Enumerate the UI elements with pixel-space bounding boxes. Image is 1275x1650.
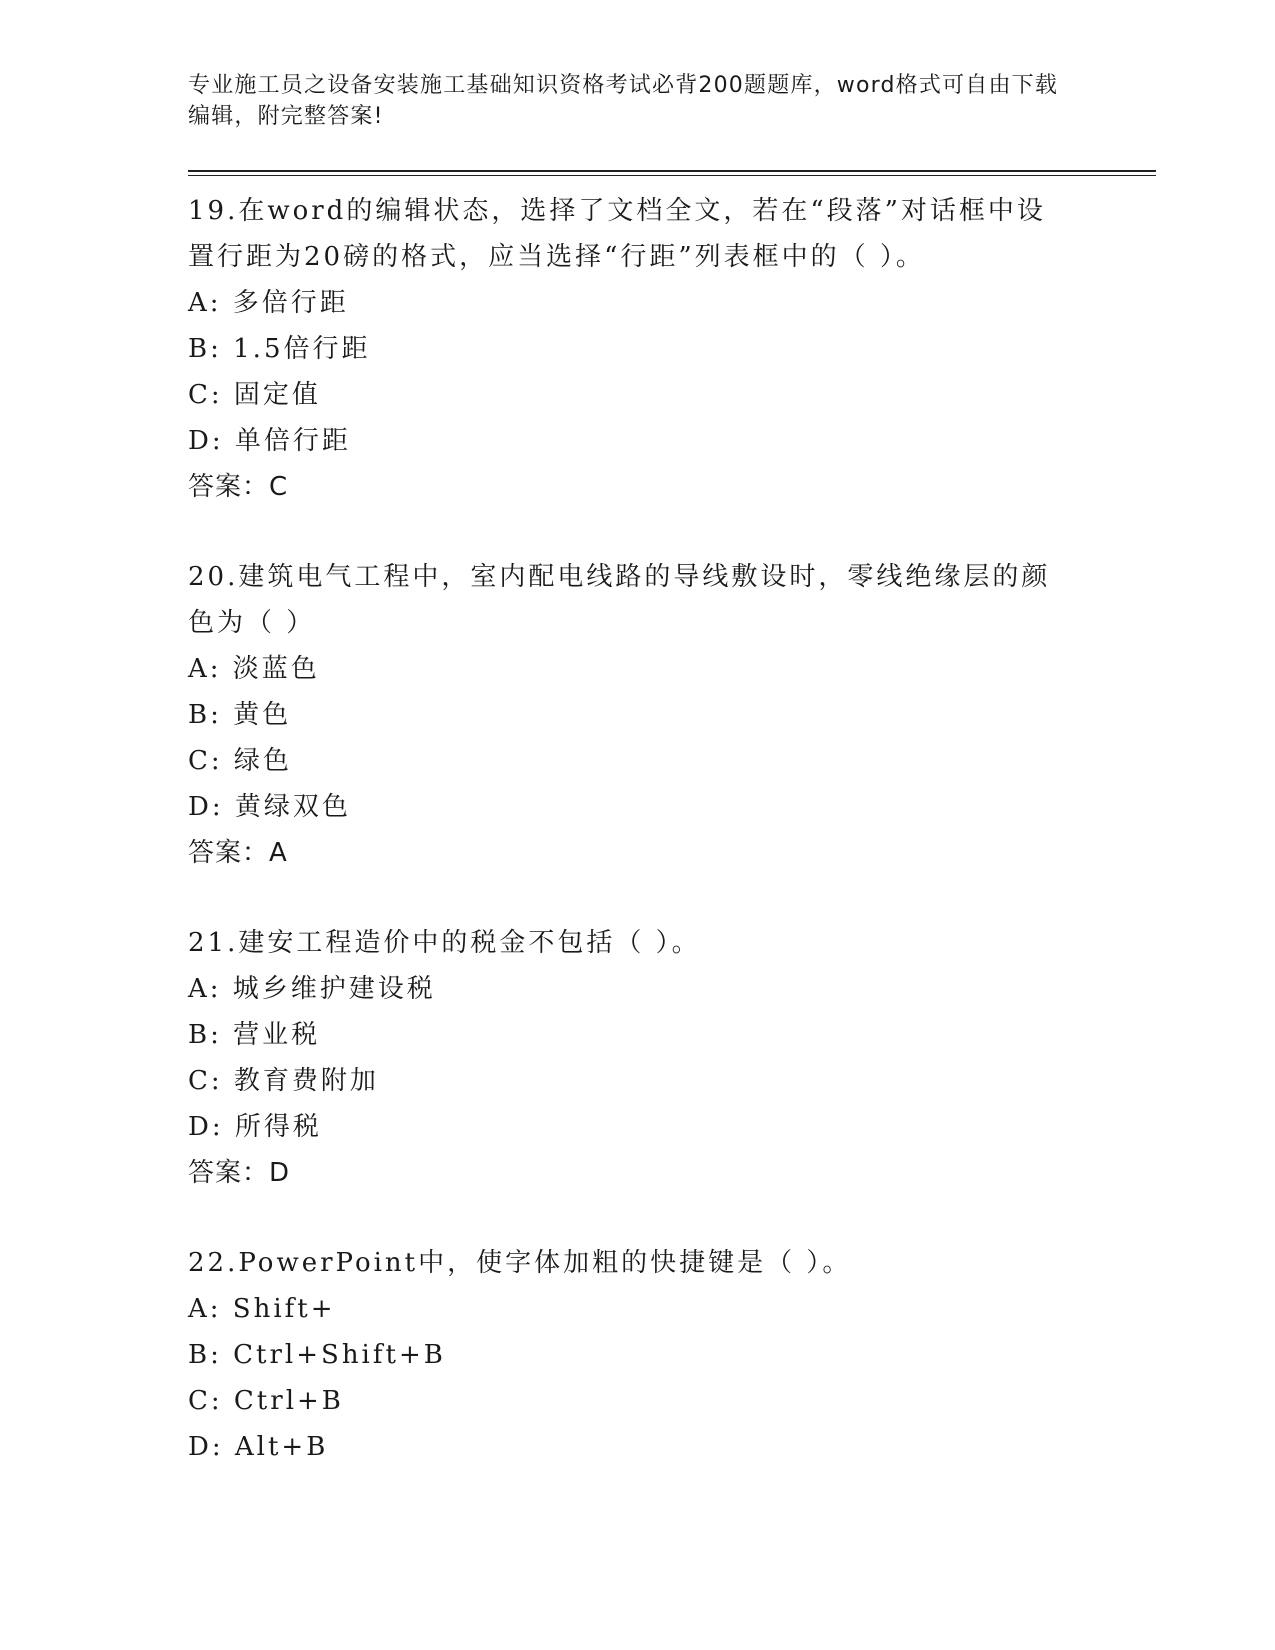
option-d: D: Alt+B xyxy=(188,1432,329,1462)
question-stem: 20.建筑电气工程中，室内配电线路的导线敷设时，零线绝缘层的颜色为（ ） xyxy=(188,562,1051,638)
answer-line: 答案：D xyxy=(188,1158,291,1188)
option-c: C: 绿色 xyxy=(188,746,292,776)
option-d: D: 黄绿双色 xyxy=(188,792,351,822)
option-c: C: Ctrl+B xyxy=(188,1386,344,1416)
option-a: A: 多倍行距 xyxy=(188,288,349,318)
question-stem: 22.PowerPoint中，使字体加粗的快捷键是（ ）。 xyxy=(188,1248,852,1278)
option-a: A: 城乡维护建设税 xyxy=(188,974,436,1004)
question-stem: 19.在word的编辑状态，选择了文档全文，若在“段落”对话框中设置行距为20磅的格式，应当选择“行距”列表框中的（ ）。 xyxy=(188,196,1046,272)
option-d: D: 单倍行距 xyxy=(188,426,351,456)
question-20 xyxy=(188,554,1158,876)
option-a: A: Shift+ xyxy=(188,1294,336,1324)
option-b: B: Ctrl+Shift+B xyxy=(188,1340,446,1370)
option-a: A: 淡蓝色 xyxy=(188,654,320,684)
option-c: C: 固定值 xyxy=(188,380,321,410)
option-b: B: 1.5倍行距 xyxy=(188,334,371,364)
option-d: D: 所得税 xyxy=(188,1112,322,1142)
document-page xyxy=(188,70,1158,1470)
answer-line: 答案：A xyxy=(188,838,288,868)
question-21 xyxy=(188,920,1158,1196)
option-b: B: 黄色 xyxy=(188,700,292,730)
question-stem: 21.建安工程造价中的税金不包括（ ）。 xyxy=(188,928,701,958)
option-b: B: 营业税 xyxy=(188,1020,321,1050)
header-divider xyxy=(188,170,1156,176)
question-22 xyxy=(188,1240,1158,1470)
answer-line: 答案：C xyxy=(188,472,289,502)
document-header: 专业施工员之设备安装施工基础知识资格考试必背200题题库，word格式可自由下载编辑，附完整答案! xyxy=(188,73,1059,129)
option-c: C: 教育费附加 xyxy=(188,1066,379,1096)
question-19 xyxy=(188,188,1158,510)
